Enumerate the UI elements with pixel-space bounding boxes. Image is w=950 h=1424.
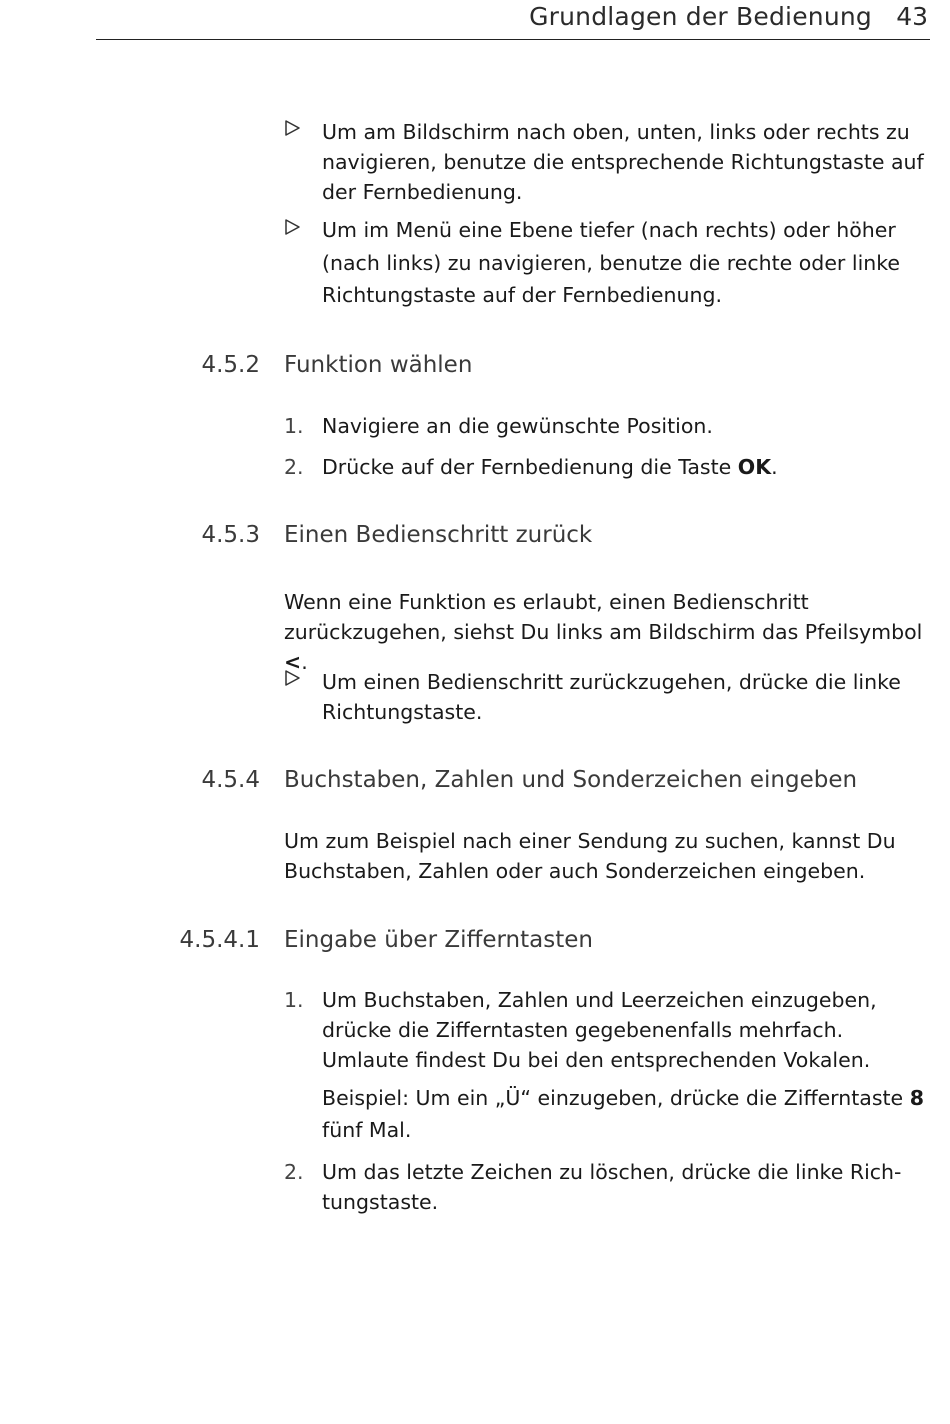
- bullet-item: [284, 667, 930, 727]
- triangle-bullet-icon: [284, 118, 320, 138]
- page-header-title: Grundlagen der Bedienung: [529, 2, 872, 31]
- section-number: 4.5.3: [201, 522, 260, 548]
- step-text-pre: Drücke auf der Fernbedienung die Taste: [322, 455, 738, 479]
- page-number: 43: [896, 2, 928, 31]
- section-title: Buchstaben, Zahlen und Sonderzeichen eingeben: [284, 767, 858, 793]
- paragraph: [284, 826, 930, 886]
- step-number: 1.: [284, 988, 304, 1012]
- example-text-post: fünf Mal.: [322, 1118, 412, 1142]
- section-heading: [0, 767, 950, 799]
- step-text: Navigiere an die gewünschte Position.: [322, 414, 713, 438]
- example-text: [322, 1082, 930, 1146]
- paragraph-text: Wenn eine Funktion es erlaubt, einen Bedienschritt zurückzugehen, siehst Du links am Bildschirm das Pfeilsymbol: [284, 590, 923, 644]
- section-title: Einen Bedienschritt zurück: [284, 522, 593, 548]
- step-text: Um das letzte Zeichen zu löschen, drücke die linke Richtungstaste.: [322, 1160, 902, 1214]
- step-number: 2.: [284, 1160, 304, 1184]
- numbered-step: [284, 452, 930, 482]
- step-number: 1.: [284, 414, 304, 438]
- triangle-bullet-icon: [284, 668, 320, 688]
- numbered-step: [284, 985, 930, 1075]
- page-header: [96, 0, 930, 40]
- step-text: Um Buchstaben, Zahlen und Leerzeichen einzugeben, drücke die Zifferntasten gegebenenfalls mehrfach. Umlaute findest Du bei den entsprechenden Vokalen.: [322, 988, 877, 1072]
- section-number: 4.5.4: [201, 767, 260, 793]
- paragraph-text-end: .: [301, 650, 308, 674]
- bullet-text: Um am Bildschirm nach oben, unten, links oder rechts zu navigieren, benutze die entsprechende Richtungstaste auf der Fernbedienung.: [322, 120, 924, 204]
- paragraph-text: Um zum Beispiel nach einer Sendung zu suchen, kannst Du Buchstaben, Zahlen oder auch Sonderzeichen eingeben.: [284, 829, 896, 883]
- key-label: 8: [909, 1086, 924, 1110]
- triangle-bullet-icon: [284, 217, 320, 237]
- example-text-pre: Beispiel: Um ein „Ü“ einzugeben, drücke die Zifferntaste: [322, 1086, 910, 1110]
- section-title: Funktion wählen: [284, 352, 473, 378]
- example-note: [284, 1082, 930, 1146]
- numbered-step: [284, 411, 930, 441]
- section-title: Eingabe über Zifferntasten: [284, 927, 593, 953]
- step-text-post: .: [771, 455, 778, 479]
- bullet-text: Um im Menü eine Ebene tiefer (nach rechts) oder höher (nach links) zu navigieren, benutze die rechte oder linke Richtungstaste auf der Fernbedienung.: [322, 218, 901, 307]
- step-text: [322, 452, 930, 482]
- step-number: 2.: [284, 455, 304, 479]
- paragraph: [284, 587, 930, 674]
- numbered-step: [284, 1157, 930, 1217]
- bullet-text: Um einen Bedienschritt zurückzugehen, drücke die linke Richtungstaste.: [322, 670, 901, 724]
- key-label: OK: [737, 455, 772, 479]
- section-number: 4.5.4.1: [179, 927, 260, 953]
- section-heading: [0, 352, 950, 384]
- section-number: 4.5.2: [201, 352, 260, 378]
- arrow-symbol: <: [284, 650, 302, 674]
- bullet-item: [284, 214, 930, 310]
- section-heading: [0, 927, 950, 959]
- bullet-item: [284, 117, 930, 207]
- section-heading: [0, 522, 950, 554]
